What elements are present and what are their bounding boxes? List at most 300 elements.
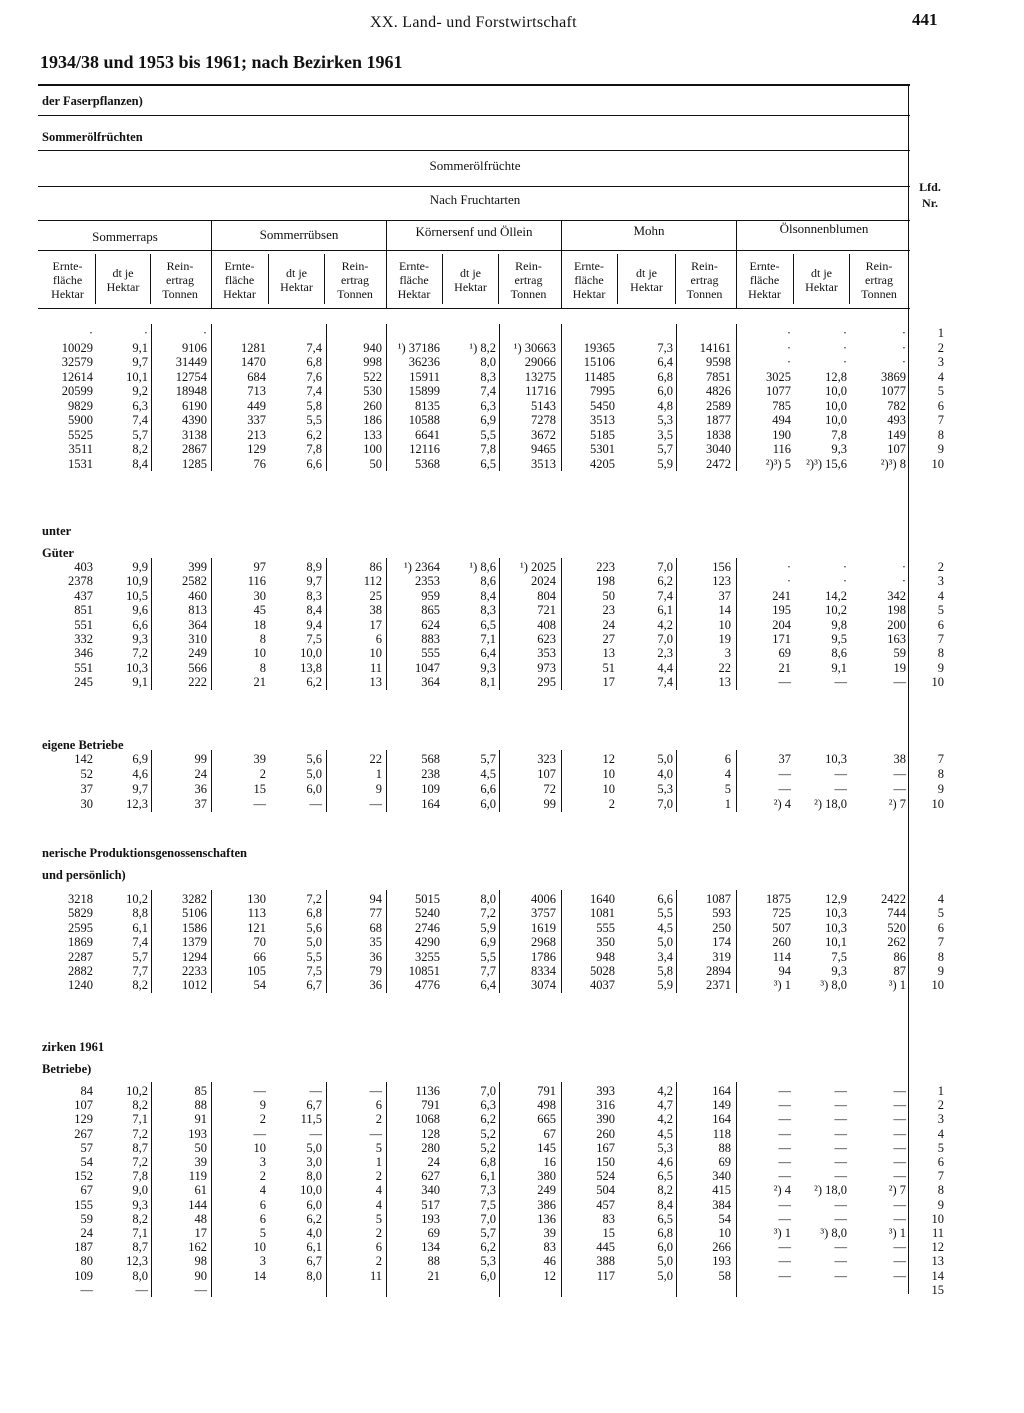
table-cell: 238 (421, 767, 440, 781)
table-cell: 9,3 (480, 660, 496, 675)
table-cell: 190 (772, 427, 791, 442)
table-cell: 150 (596, 1155, 615, 1169)
table-cell: · (842, 355, 847, 369)
table-cell: 12754 (175, 369, 207, 384)
table-cell: 100 (363, 442, 382, 456)
group-koernersenf: Körnersenf und Öllein (415, 224, 533, 239)
table-cell: 107 (887, 442, 906, 456)
caption-lfd: Lfd. (919, 180, 941, 194)
table-cell: 8,1 (480, 675, 496, 690)
table-cell: 744 (887, 906, 906, 921)
table-cell: 5,2 (480, 1140, 496, 1155)
table-cell: — (778, 767, 791, 781)
table-cell: 6,3 (480, 398, 496, 413)
row-number: 11 (931, 1226, 944, 1240)
table-cell: 2 (375, 1226, 382, 1240)
table-cell: 54 (718, 1211, 731, 1226)
table-cell: 10,2 (126, 892, 148, 906)
table-cell: 39 (543, 1226, 556, 1240)
table-cell: 9,7 (132, 782, 148, 796)
table-cell: 2595 (68, 920, 93, 935)
table-cell: 684 (247, 369, 266, 384)
table-cell: 223 (596, 560, 615, 574)
table-cell: 11716 (525, 384, 556, 398)
table-cell: 10,3 (825, 906, 847, 921)
table-cell: 3040 (706, 442, 731, 456)
table-cell: 5,7 (657, 442, 673, 456)
table-cell: 8,2 (132, 442, 148, 456)
table-cell: 99 (194, 752, 207, 766)
table-cell: 7,0 (657, 632, 673, 646)
table-row (0, 646, 960, 660)
table-cell: ³) 1 (888, 978, 906, 993)
table-cell: 6 (375, 1098, 382, 1113)
table-cell: 6,0 (480, 1268, 496, 1283)
table-cell: 50 (369, 456, 382, 471)
table-cell: 6641 (415, 427, 440, 442)
table-cell: 5,0 (657, 1268, 673, 1283)
table-cell: 171 (772, 632, 791, 646)
table-cell: 504 (596, 1183, 615, 1198)
table-row (0, 428, 960, 442)
table-cell: 6,8 (480, 1155, 496, 1169)
subheader-col6-line3: Tonnen (337, 287, 373, 301)
table-cell: 15106 (583, 355, 615, 369)
caption-nr: Nr. (922, 196, 938, 210)
subheader-sep (324, 254, 325, 304)
table-cell: 6,3 (132, 398, 148, 413)
table-cell: 17 (369, 617, 382, 632)
table-cell: — (893, 1155, 906, 1169)
table-cell: 1047 (415, 660, 440, 675)
table-cell: 7,7 (132, 964, 148, 978)
table-cell: — (834, 1211, 847, 1226)
group-mohn: Mohn (633, 223, 665, 238)
table-cell: 15911 (409, 369, 440, 384)
table-cell: ¹) 2025 (519, 560, 556, 574)
subheader-col4-line1: Ernte- (224, 259, 255, 273)
table-cell: 2287 (68, 949, 93, 964)
table-row (0, 603, 960, 617)
table-cell: 3 (259, 1254, 266, 1269)
table-cell: 6,9 (480, 935, 496, 950)
table-cell: — (778, 1155, 791, 1169)
table-cell: 1 (375, 767, 382, 781)
table-cell: 5525 (68, 427, 93, 442)
table-cell: 380 (537, 1169, 556, 1184)
table-cell: · (786, 355, 791, 369)
table-cell: 7,2 (132, 1126, 148, 1141)
table-cell: 36 (369, 949, 382, 964)
table-cell: 319 (712, 949, 731, 964)
subheader-col7-line1: Ernte- (399, 259, 429, 273)
table-row (0, 1098, 960, 1112)
table-cell: 9 (375, 782, 382, 796)
subheader-col8-line2: Hektar (454, 280, 487, 294)
table-cell: 5,9 (480, 920, 496, 935)
table-cell: · (786, 574, 791, 589)
table-cell: 6,1 (657, 603, 673, 618)
table-cell: — (778, 1140, 791, 1155)
row-number: 13 (931, 1254, 944, 1269)
table-cell: 69 (427, 1226, 440, 1240)
table-cell: 865 (421, 603, 440, 618)
table-cell: 2 (375, 1254, 382, 1269)
table-cell: 5106 (182, 906, 207, 921)
caption-nach-fruchtarten: Nach Fruchtarten (429, 192, 521, 207)
section-title: Betriebe) (42, 1062, 92, 1076)
row-number: 6 (937, 617, 944, 632)
rule-6 (38, 308, 910, 309)
table-cell: — (893, 782, 906, 796)
table-cell: 250 (712, 920, 731, 935)
subheader-col13-line1: Ernte- (749, 259, 780, 273)
table-cell: 87 (893, 964, 906, 978)
table-cell: 3074 (531, 978, 556, 993)
table-cell: 6,6 (132, 617, 148, 632)
table-row (0, 589, 960, 603)
table-row (0, 1240, 960, 1254)
table-cell: 149 (712, 1098, 731, 1113)
table-cell: 6,7 (306, 1098, 322, 1113)
row-number: 7 (937, 413, 944, 427)
table-cell: 15899 (408, 384, 440, 398)
table-cell: 2582 (182, 574, 207, 589)
subheader-col1-line1: Ernte- (52, 259, 83, 273)
table-cell: 2 (375, 1169, 382, 1184)
table-cell: 7,7 (480, 964, 496, 978)
table-cell: 7,4 (657, 588, 673, 603)
table-cell: 6,2 (480, 1240, 496, 1255)
table-cell: ³) 8,0 (820, 1226, 847, 1240)
table-cell: 7,4 (132, 935, 148, 950)
table-cell: 4290 (415, 935, 440, 950)
table-cell: 522 (363, 369, 382, 384)
table-cell: 9,3 (831, 442, 847, 456)
table-cell: 29066 (524, 355, 556, 369)
table-cell: 6,4 (480, 978, 496, 993)
table-cell: 18 (253, 617, 266, 632)
subheader-col13-line3: Hektar (748, 287, 781, 301)
table-cell: 5 (375, 1211, 382, 1226)
table-cell: 123 (712, 574, 731, 589)
table-cell: 1012 (182, 978, 207, 993)
table-cell: 88 (718, 1140, 731, 1155)
table-cell: 10,3 (825, 752, 847, 766)
table-cell: — (778, 1240, 791, 1255)
table-cell: 340 (712, 1169, 731, 1184)
table-cell: 4 (375, 1197, 382, 1212)
table-cell: 1838 (706, 427, 731, 442)
table-cell: 9,7 (132, 355, 148, 369)
table-cell: 3282 (182, 892, 207, 906)
row-number: 3 (937, 355, 944, 369)
table-cell: 721 (537, 603, 556, 618)
table-cell: 2 (375, 1112, 382, 1127)
table-cell: 57 (80, 1140, 93, 1155)
table-row (0, 797, 960, 811)
table-cell: 5,7 (480, 752, 496, 766)
table-cell: 280 (421, 1140, 440, 1155)
table-cell: 6,2 (306, 1211, 322, 1226)
table-cell: 5,0 (306, 935, 322, 950)
table-cell: 6,5 (657, 1169, 673, 1184)
table-cell: 791 (421, 1098, 440, 1113)
table-cell: 193 (188, 1126, 207, 1141)
table-cell: 782 (887, 398, 906, 413)
table-cell: 5,6 (306, 752, 322, 766)
subheader-col3-line3: Tonnen (162, 287, 198, 301)
table-cell: 791 (537, 1084, 556, 1098)
table-cell: 4 (259, 1183, 266, 1198)
table-cell: ²)³) 5 (765, 456, 791, 471)
table-cell: 77 (369, 906, 382, 921)
table-cell: — (778, 1268, 791, 1283)
table-cell: 8,9 (306, 560, 322, 574)
row-number: 9 (937, 442, 944, 456)
table-cell: 5,3 (657, 1140, 673, 1155)
table-cell: 6,7 (306, 1254, 322, 1269)
table-cell: 21 (427, 1268, 440, 1283)
table-cell: 12,3 (126, 1254, 148, 1269)
row-number: 9 (937, 782, 944, 796)
table-cell: 5185 (590, 427, 615, 442)
table-cell: 8,6 (480, 574, 496, 589)
table-cell: — (893, 767, 906, 781)
table-cell: 353 (537, 646, 556, 661)
table-cell: · (901, 355, 906, 369)
table-cell: 1531 (68, 456, 93, 471)
subheader-col7-line3: Hektar (397, 287, 431, 301)
table-row (0, 892, 960, 906)
table-cell: 5,3 (657, 782, 673, 796)
table-cell: 6,1 (480, 1169, 496, 1184)
table-cell: 167 (596, 1140, 615, 1155)
table-row (0, 1254, 960, 1268)
table-cell: 37 (194, 797, 207, 811)
table-cell: 48 (194, 1211, 207, 1226)
subheader-col7-line2: fläche (399, 273, 429, 287)
table-cell: 5,6 (306, 920, 322, 935)
table-cell: 15 (602, 1226, 615, 1240)
subheader-col12-line1: Rein- (691, 259, 718, 273)
section-title: zirken 1961 (42, 1040, 105, 1054)
table-cell: 113 (247, 906, 266, 921)
table-cell: 7,4 (657, 675, 673, 690)
table-cell: 6190 (182, 398, 207, 413)
table-cell: — (834, 767, 847, 781)
table-cell: 11,5 (300, 1112, 322, 1127)
table-cell: 46 (543, 1254, 556, 1269)
table-cell: 31449 (175, 355, 207, 369)
table-cell: 4037 (590, 978, 615, 993)
table-cell: 1294 (182, 949, 207, 964)
table-row (0, 326, 960, 340)
table-cell: 1619 (531, 920, 556, 935)
table-cell: ¹) 30663 (513, 340, 556, 355)
table-cell: 7,0 (657, 560, 673, 574)
table-cell: 5450 (590, 398, 615, 413)
table-cell: ²)³) 15,6 (806, 456, 847, 471)
table-cell: 1877 (706, 413, 731, 427)
table-cell: 8,4 (480, 588, 496, 603)
table-cell: 393 (596, 1084, 615, 1098)
table-cell: 998 (363, 355, 382, 369)
table-cell: 959 (421, 588, 440, 603)
row-number: 10 (931, 675, 944, 690)
table-cell: ³) 8,0 (820, 978, 847, 993)
table-cell: 195 (772, 603, 791, 618)
table-cell: 3,0 (306, 1155, 322, 1169)
table-cell: 90 (194, 1268, 207, 1283)
table-cell: 134 (421, 1240, 440, 1255)
table-cell: 1240 (68, 978, 93, 993)
table-cell: 1081 (590, 906, 615, 921)
table-cell: 94 (778, 964, 791, 978)
table-cell: 6,0 (657, 384, 673, 398)
table-cell: 5,8 (657, 964, 673, 978)
table-cell: 5,0 (306, 767, 322, 781)
table-cell: 1136 (415, 1084, 440, 1098)
table-cell: 2 (608, 797, 615, 811)
table-cell: 316 (596, 1098, 615, 1113)
table-cell: 37 (778, 752, 791, 766)
table-cell: 12,8 (825, 369, 847, 384)
row-number: 7 (937, 632, 944, 646)
table-cell: 5,7 (480, 1226, 496, 1240)
table-cell: 6 (724, 752, 731, 766)
table-cell: 1077 (766, 384, 791, 398)
table-cell: 3869 (881, 369, 906, 384)
table-cell: 9,3 (132, 1197, 148, 1212)
table-cell: 61 (194, 1183, 207, 1198)
table-row (0, 1112, 960, 1126)
table-row (0, 1169, 960, 1183)
table-cell: 5240 (415, 906, 440, 921)
table-cell: 7,3 (657, 340, 673, 355)
table-cell: 4006 (531, 892, 556, 906)
table-cell: 1 (724, 797, 731, 811)
table-cell: — (834, 1197, 847, 1212)
table-cell: 260 (772, 935, 791, 950)
table-row (0, 1084, 960, 1098)
table-cell: 58 (718, 1268, 731, 1283)
table-cell: 67 (543, 1126, 556, 1141)
table-cell: 27 (602, 632, 615, 646)
table-cell: 555 (596, 920, 615, 935)
table-cell: 9,1 (831, 660, 847, 675)
table-row (0, 950, 960, 964)
table-cell: 627 (421, 1169, 440, 1184)
table-cell: 3 (724, 646, 731, 661)
caption-sommeroelfruechte: Sommerölfrüchte (429, 158, 521, 173)
table-cell: 23 (602, 603, 615, 618)
table-row (0, 978, 960, 992)
table-cell: 187 (74, 1240, 93, 1255)
table-cell: 5,5 (306, 949, 322, 964)
table-cell: 76 (253, 456, 266, 471)
table-cell: — (369, 1126, 382, 1141)
section-title: unter (42, 524, 72, 538)
table-cell: 98 (194, 1254, 207, 1269)
table-cell: 415 (712, 1183, 731, 1198)
table-row (0, 1155, 960, 1169)
table-cell: 79 (369, 964, 382, 978)
table-cell: 785 (772, 398, 791, 413)
row-number: 12 (931, 1240, 944, 1255)
table-cell: — (893, 1268, 906, 1283)
table-cell: 13 (718, 675, 731, 690)
table-cell: 9,9 (132, 560, 148, 574)
table-cell: — (893, 1098, 906, 1113)
section-title: nerische Produktionsgenossenschaften (42, 846, 247, 860)
table-cell: 7,1 (480, 632, 496, 646)
subheader-col15-line1: Rein- (865, 259, 893, 273)
table-cell: 7851 (706, 369, 731, 384)
table-cell: 59 (80, 1211, 93, 1226)
table-cell: 129 (74, 1112, 93, 1127)
table-cell: 5,5 (480, 949, 496, 964)
table-cell: 8,3 (306, 588, 322, 603)
subheader-col5-line2: Hektar (280, 280, 313, 294)
table-cell: 112 (363, 574, 382, 589)
table-cell: 121 (247, 920, 266, 935)
caption-faser: der Faserpflanzen) (42, 94, 143, 108)
table-cell: 8,3 (480, 603, 496, 618)
subheader-col11-line2: Hektar (630, 280, 663, 294)
row-number: 6 (937, 920, 944, 935)
table-cell: 7,8 (831, 427, 847, 442)
table-cell: 566 (188, 660, 207, 675)
table-cell: 8 (259, 632, 266, 646)
table-cell: 13 (602, 646, 615, 661)
subheader-col10-line2: fläche (574, 273, 604, 287)
table-cell: 8,6 (831, 646, 847, 661)
table-cell: 6,8 (657, 369, 673, 384)
table-cell: 204 (772, 617, 791, 632)
subheader-col9-line1: Rein- (515, 259, 542, 273)
subheader-col3-line2: ertrag (166, 273, 194, 287)
table-row (0, 782, 960, 796)
table-cell: 2233 (182, 964, 207, 978)
table-cell: 1281 (241, 340, 266, 355)
table-cell: 2378 (68, 574, 93, 589)
table-cell: — (893, 1112, 906, 1127)
table-cell: 20599 (61, 384, 93, 398)
table-row (0, 399, 960, 413)
table-row (0, 935, 960, 949)
table-cell: — (778, 1197, 791, 1212)
table-cell: 6,8 (306, 355, 322, 369)
table-cell: 86 (893, 949, 906, 964)
table-cell: 437 (74, 588, 93, 603)
table-cell: 117 (596, 1268, 615, 1283)
table-cell: 7,5 (480, 1197, 496, 1212)
table-cell: 5,7 (132, 427, 148, 442)
table-row (0, 752, 960, 766)
table-cell: 5,0 (657, 1254, 673, 1269)
table-cell: 5,5 (657, 906, 673, 921)
table-cell: 2 (259, 1112, 266, 1127)
table-cell: — (834, 675, 847, 690)
table-cell: — (893, 1126, 906, 1141)
row-number: 7 (937, 935, 944, 950)
table-cell: 262 (887, 935, 906, 950)
table-cell: 130 (247, 892, 266, 906)
table-cell: 10,3 (126, 660, 148, 675)
table-cell: 6,0 (306, 782, 322, 796)
table-cell: 6 (259, 1197, 266, 1212)
